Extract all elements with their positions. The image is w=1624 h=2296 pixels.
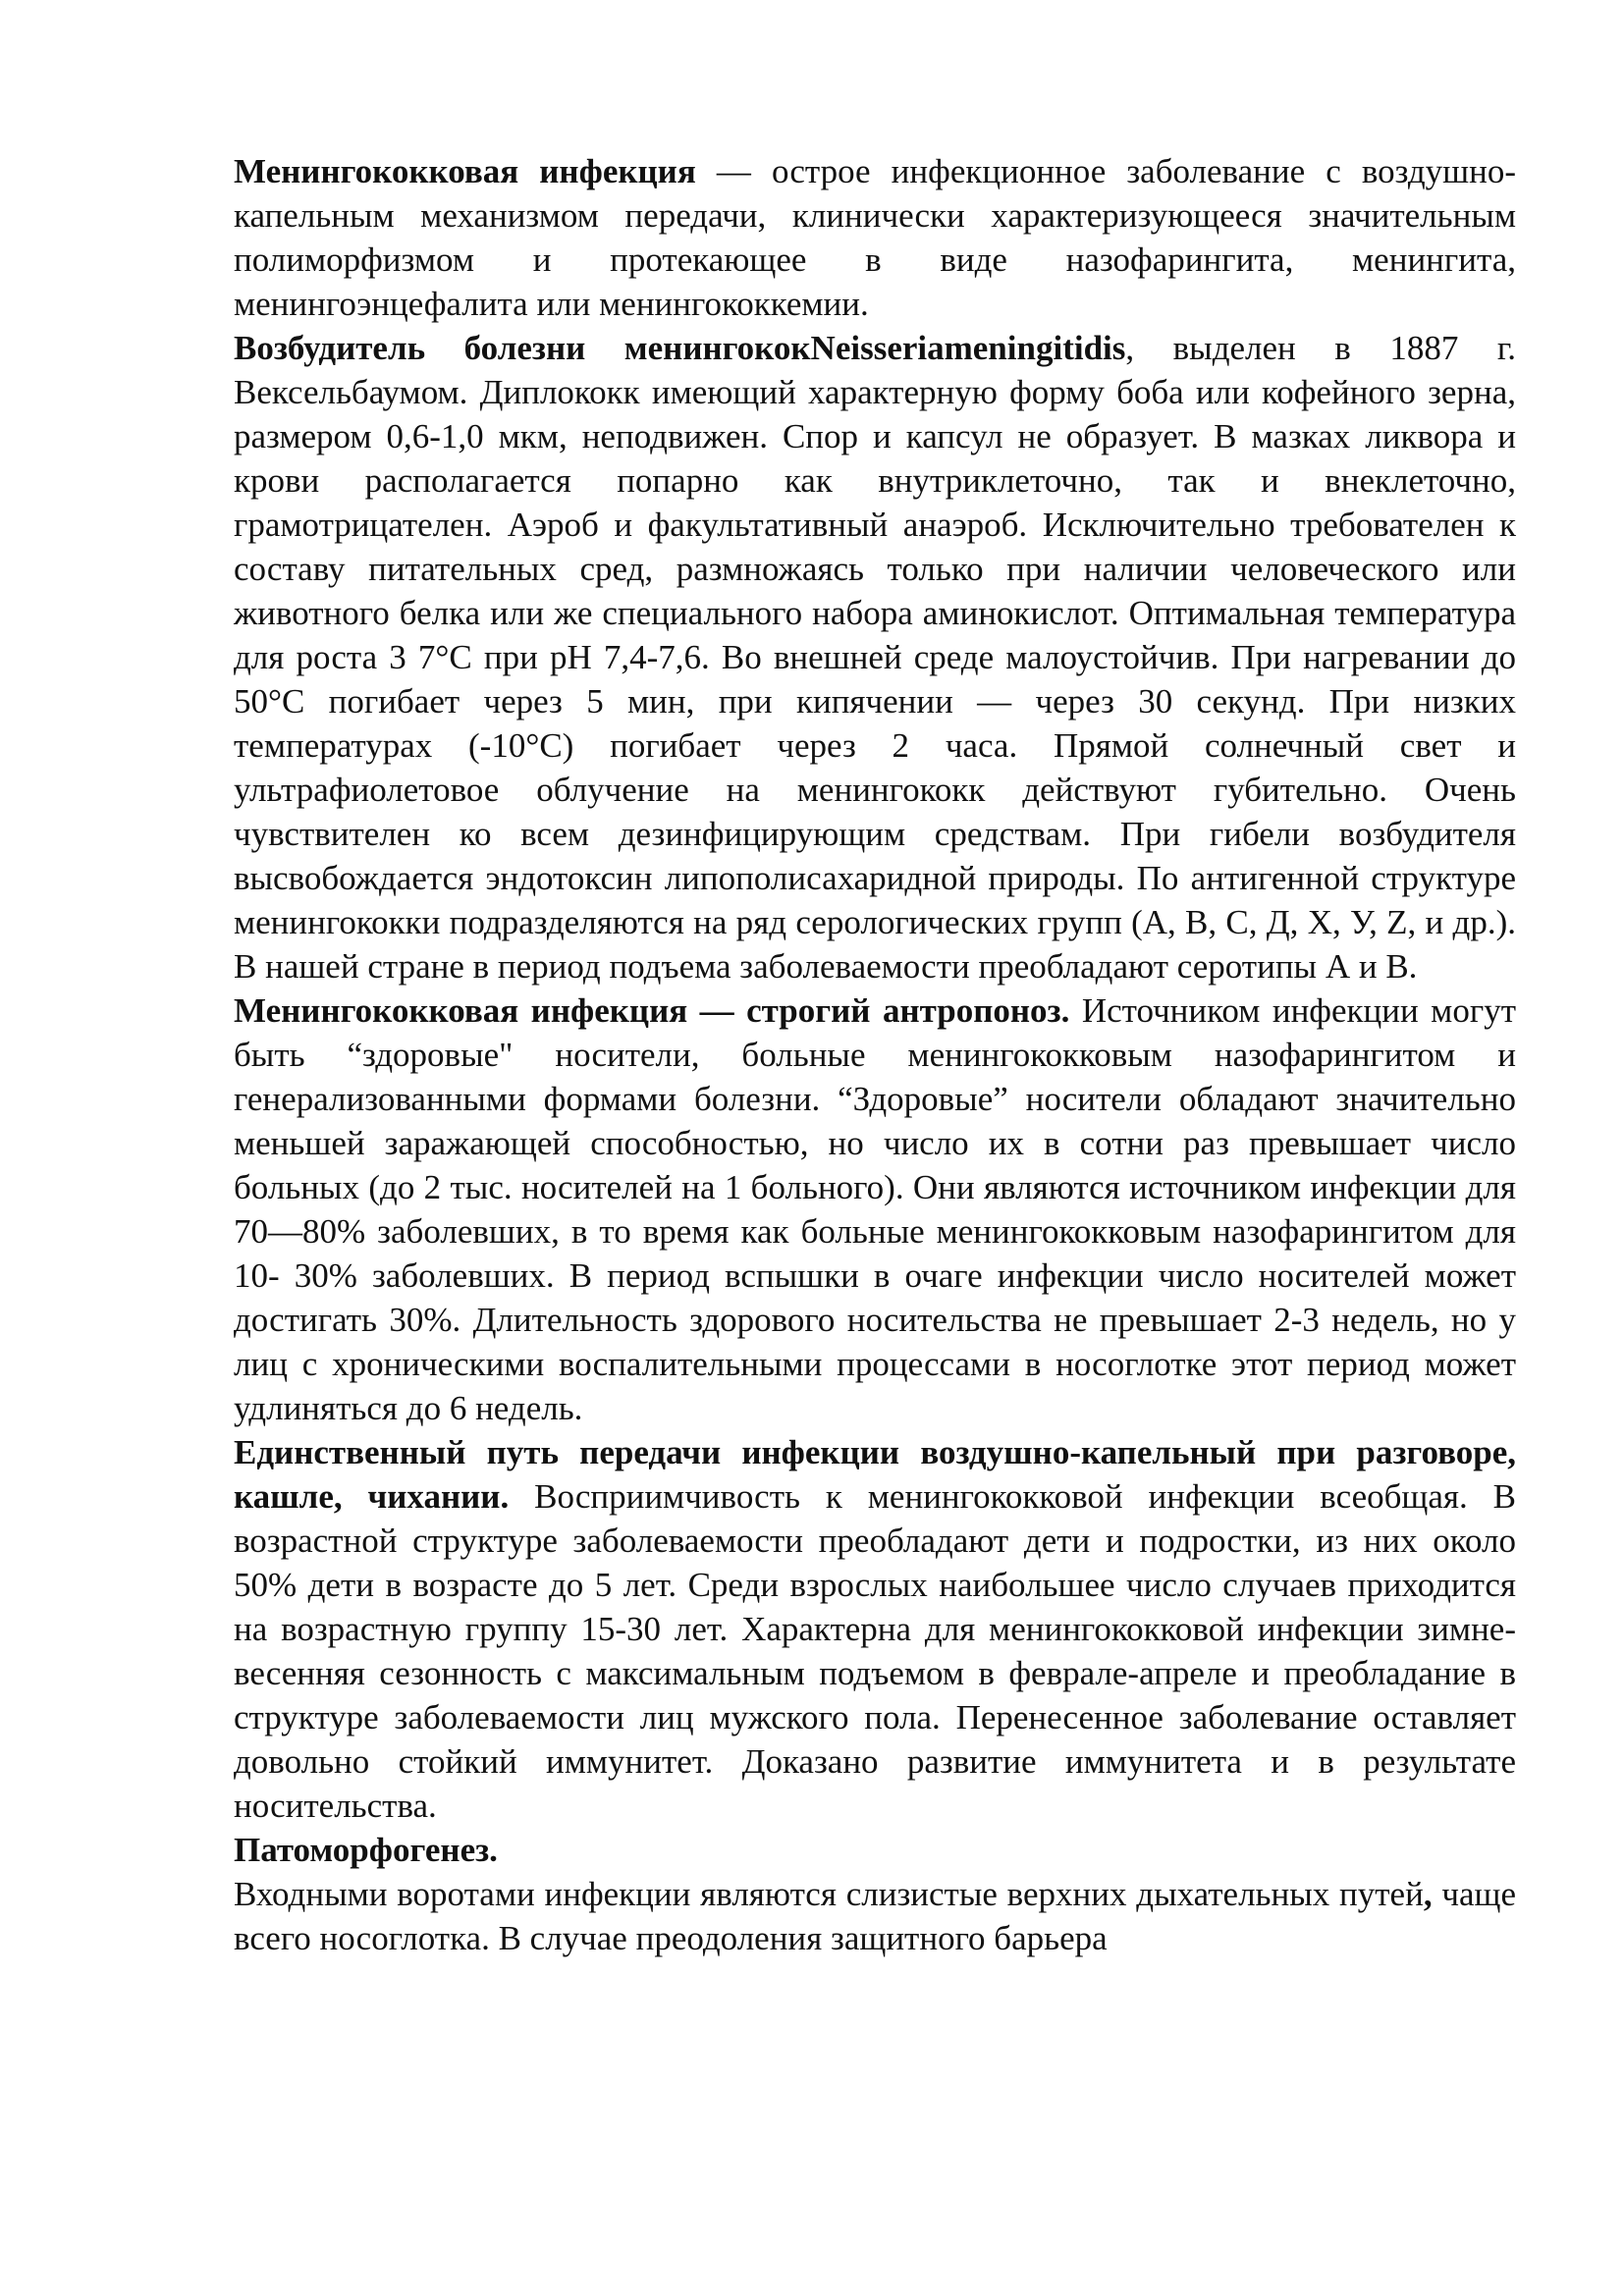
paragraph-text: Входными воротами инфекции являются слизистые верхних дыхательных путей <box>234 1875 1424 1913</box>
term-transmission: Единственный путь передачи инфекции воздушно-капельный при разговоре, кашле, чихании. <box>234 1433 1516 1516</box>
paragraph-text: Источником инфекции могут быть “здоровые" носители, больные менингококковым назофарингитом и генерализованными формами болезни. “Здоровые” носители обладают значительно меньшей заражающей способностью, но число их в сотни раз превышает число больных (до 2 тыс. носителей на 1 больного). Они являются источником инфекции для 70—80% заболевших, в то время как больные менингококковым назофарингитом для 10- 30% заболевших. В период вспышки в очаге инфекции число носителей может достигать 30%. Длительность здорового носительства не превышает 2-3 недель, но у лиц с хроническими воспалительными процессами в носоглотке этот период может удлиняться до 6 недель. <box>234 991 1516 1427</box>
paragraph-text: Восприимчивость к менингококковой инфекции всеобщая. В возрастной структуре заболеваемости преобладают дети и подростки, из них около 50% дети в возрасте до 5 лет. Среди взрослых наибольшее число случаев приходится на возрастную группу 15-30 лет. Характерна для менингококковой инфекции зимне-весенняя сезонность с максимальным подъемом в феврале-апреле и преобладание в структуре заболеваемости лиц мужского пола. Перенесенное заболевание оставляет довольно стойкий иммунитет. Доказано развитие иммунитета и в результате носительства. <box>234 1477 1516 1825</box>
document-page <box>234 149 1516 1960</box>
paragraph-transmission <box>234 1430 1516 1828</box>
term-pathogen: Возбудитель болезни менингококNeisseriameningitidis <box>234 329 1126 367</box>
paragraph-text: , выделен в 1887 г. Вексельбаумом. Диплококк имеющий характерную форму боба или кофейного зерна, размером 0,6-1,0 мкм, неподвижен. Спор и капсул не образует. В мазках ликвора и крови располагается попарно как внутриклеточно, так и внеклеточно, грамотрицателен. Аэроб и факультативный анаэроб. Исключительно требователен к составу питательных сред, размножаясь только при наличии человеческого или животного белка или же специального набора аминокислот. Оптимальная температура для роста 3 7°С при pH 7,4-7,6. Во внешней среде малоустойчив. При нагревании до 50°С погибает через 5 мин, при кипячении — через 30 секунд. При низких температурах (-10°С) погибает через 2 часа. Прямой солнечный свет и ультрафиолетовое облучение на менингококк действуют губительно. Очень чувствителен ко всем дезинфицирующим средствам. При гибели возбудителя высвобождается эндотоксин липополисахаридной природы. По антигенной структуре менингококки подразделяются на ряд серологических групп (А, В, С, Д, X, У, Z, и др.). В нашей стране в период подъема заболеваемости преобладают серотипы А и В. <box>234 329 1516 986</box>
paragraph-pathogen <box>234 326 1516 988</box>
bold-comma: , <box>1423 1875 1433 1913</box>
paragraph-text: — острое инфекционное заболевание с воздушно-капельным механизмом передачи, клинически характеризующееся значительным полиморфизмом и протекающее в виде назофарингита, менингита, менингоэнцефалита или менингококкемии. <box>234 152 1516 323</box>
term-anthroponosis: Менингококковая инфекция — строгий антропоноз. <box>234 991 1070 1030</box>
paragraph-text: чаще всего носоглотка. В случае преодоления защитного барьера <box>234 1875 1516 1957</box>
section-heading-pathomorphogenesis: Патоморфогенез. <box>234 1831 498 1869</box>
paragraph-definition <box>234 149 1516 326</box>
term-meningococcal-infection: Менингококковая инфекция <box>234 152 696 190</box>
paragraph-pathogenesis <box>234 1872 1516 1960</box>
paragraph-anthroponosis <box>234 988 1516 1430</box>
